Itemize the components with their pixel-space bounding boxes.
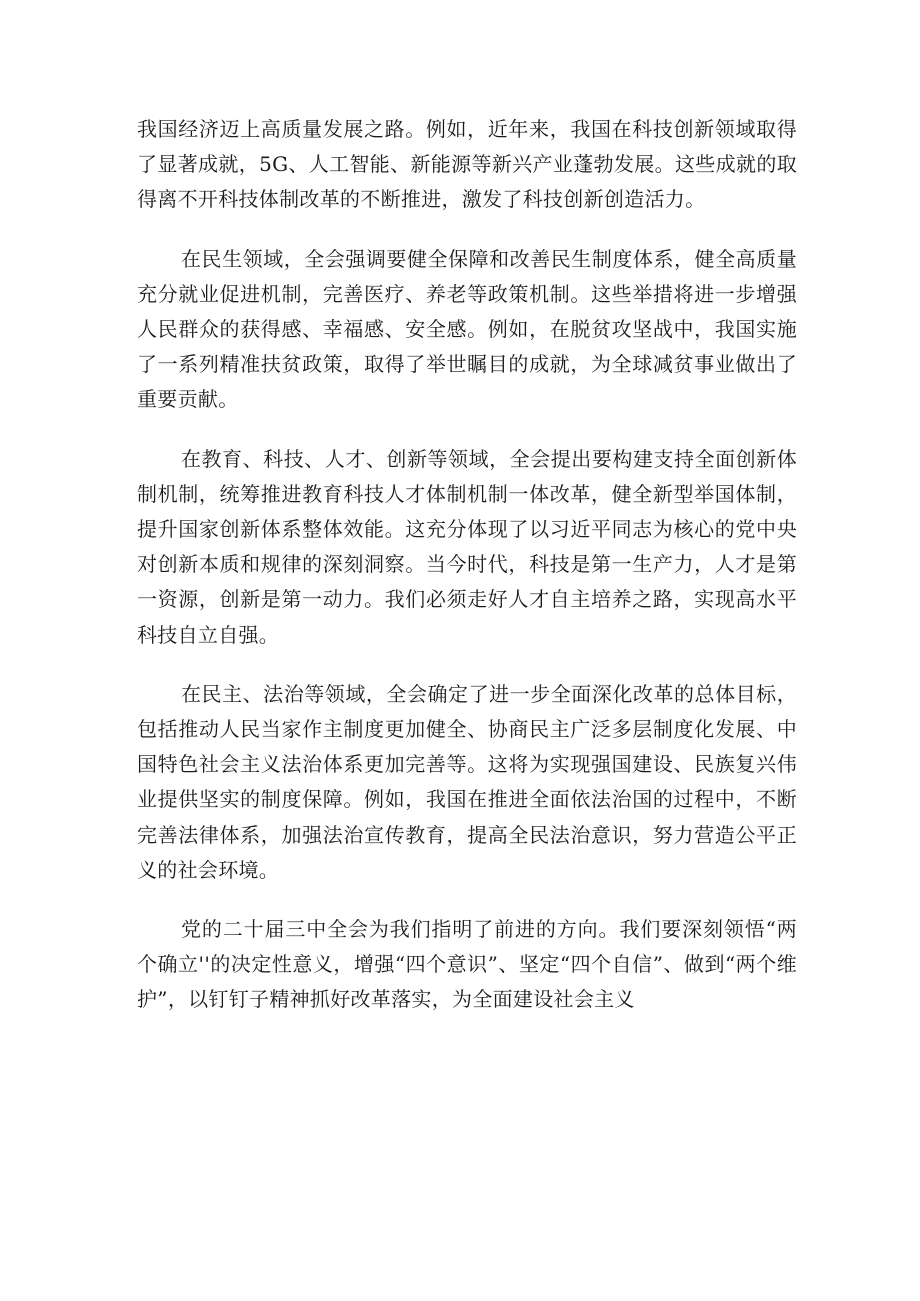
paragraph-2: 在民生领域，全会强调要健全保障和改善民生制度体系，健全高质量充分就业促进机制，完善医疗、养老等政策机制。这些举措将进一步增强人民群众的获得感、幸福感、安全感。例如，在脱贫攻坚战中，我国实施了一系列精准扶贫政策，取得了举世瞩目的成就，为全球减贫事业做出了重要贡献。 bbox=[137, 246, 797, 412]
paragraph-4: 在民主、法治等领域，全会确定了进一步全面深化改革的总体目标，包括推动人民当家作主制度更加健全、协商民主广泛多层制度化发展、中国特色社会主义法治体系更加完善等。这将为实现强国建设、民族复兴伟业提供坚实的制度保障。例如，我国在推进全面依法治国的过程中，不断完善法律体系，加强法治宣传教育，提高全民法治意识，努力营造公平正义的社会环境。 bbox=[137, 681, 797, 882]
document-body bbox=[137, 112, 797, 1042]
paragraph-3: 在教育、科技、人才、创新等领域，全会提出要构建支持全面创新体制机制，统筹推进教育科技人才体制机制一体改革，健全新型举国体制，提升国家创新体系整体效能。这充分体现了以习近平同志为核心的党中央对创新本质和规律的深刻洞察。当今时代，科技是第一生产力，人才是第一资源，创新是第一动力。我们必须走好人才自主培养之路，实现高水平科技自立自强。 bbox=[137, 446, 797, 647]
paragraph-5: 党的二十届三中全会为我们指明了前进的方向。我们要深刻领悟“两个确立''的决定性意义，增强“四个意识”、坚定“四个自信”、做到“两个维护”，以钉钉子精神抓好改革落实，为全面建设社会主义 bbox=[137, 917, 797, 1012]
paragraph-1: 我国经济迈上高质量发展之路。例如，近年来，我国在科技创新领域取得了显著成就，5G、人工智能、新能源等新兴产业蓬勃发展。这些成就的取得离不开科技体制改革的不断推进，激发了科技创新创造活力。 bbox=[137, 117, 797, 212]
